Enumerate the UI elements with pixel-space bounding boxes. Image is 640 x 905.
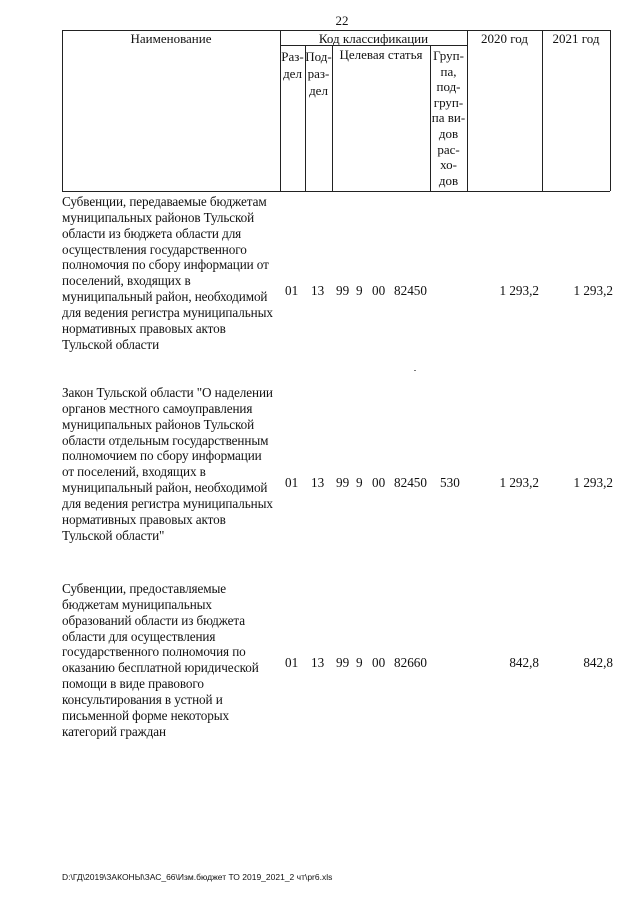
row-name: [62, 581, 280, 739]
row-name-line: бюджетам муниципальных: [62, 596, 212, 612]
row-2021: 842,8: [583, 655, 613, 670]
row-2020: 1 293,2: [499, 475, 539, 490]
header-group-line: па ви-: [431, 110, 466, 126]
row-target-dir: 82450: [394, 283, 427, 298]
row-2021: 1 293,2: [573, 475, 613, 490]
border-subsection: [332, 45, 333, 191]
row-name-line: муниципальных районов Тульской: [62, 416, 255, 432]
row-group: 530: [440, 475, 460, 490]
row-name-line: области для осуществления: [62, 628, 216, 644]
row-name-line: образований области из бюджета: [62, 612, 245, 628]
header-group-line: Груп-: [433, 48, 464, 63]
row-name-line: государственного полномочия по: [62, 644, 246, 660]
row-target-main: 00: [372, 475, 386, 490]
header-subsection-line: раз-: [307, 66, 330, 81]
row-name-line: муниципальных районов Тульской: [62, 209, 255, 225]
row-2020: 1 293,2: [499, 283, 539, 298]
row-2020: 842,8: [509, 655, 539, 670]
row-name-line: консультирования в устной и: [62, 691, 223, 707]
row-subsection: 13: [311, 655, 325, 670]
header-classification-code: Код классификации: [318, 31, 429, 46]
header-group-line: рас-: [437, 141, 460, 157]
row-name-line: Субвенции, предоставляемые: [62, 581, 227, 596]
row-name-line: для ведения регистра муниципальных: [62, 304, 273, 320]
row-target-dir: 82660: [394, 655, 427, 670]
row-target-program: 99: [336, 475, 350, 490]
row-subsection: 13: [311, 475, 325, 490]
row-name-line: области отдельным государственным: [62, 432, 269, 448]
border-2020-2021: [542, 30, 543, 191]
header-subsection-line: дел: [309, 83, 328, 98]
header-group: [430, 48, 467, 188]
row-2021: 1 293,2: [573, 283, 613, 298]
row-subsection: 13: [311, 283, 325, 298]
row-target-sub: 9: [356, 475, 363, 490]
row-name-line: Тульской области": [62, 527, 165, 543]
row-name-line: помощи в виде правового: [62, 676, 204, 692]
row-name-line: Субвенции, передаваемые бюджетам: [62, 194, 267, 209]
row-name: [62, 194, 280, 352]
header-group-line: дов: [438, 125, 459, 141]
header-group-line: хо-: [440, 157, 457, 173]
header-section-line: Раз-: [281, 49, 304, 64]
row-target-dir: 82450: [394, 475, 427, 490]
header-group-line: груп-: [433, 94, 464, 110]
header-name: Наименование: [130, 31, 212, 46]
row-target-program: 99: [336, 283, 350, 298]
border-right: [610, 30, 611, 191]
row-name-line: от поселений, входящих в: [62, 464, 206, 480]
row-target-sub: 9: [356, 283, 363, 298]
row-target-main: 00: [372, 655, 386, 670]
row-name-line: нормативных правовых актов: [62, 511, 226, 527]
scan-speck: [414, 370, 416, 371]
header-section-line: дел: [283, 66, 302, 81]
row-target-sub: 9: [356, 655, 363, 670]
row-target-main: 00: [372, 283, 386, 298]
row-name-line: для ведения регистра муниципальных: [62, 495, 273, 511]
row-name-line: нормативных правовых актов: [62, 320, 226, 336]
row-name-line: письменной форме некоторых: [62, 707, 229, 723]
header-group-line: па,: [440, 63, 457, 79]
footer-file-path: D:\ГД\2019\ЗАКОНЫ\ЗАС_66\Изм.бюджет ТО 2019_2021_2 чт\pr6.xls: [62, 872, 333, 882]
row-name-line: полномочием по сбору информации: [62, 448, 262, 464]
header-2021: 2021 год: [552, 31, 600, 46]
header-subsection: [305, 48, 332, 99]
row-name-line: муниципальный район, необходимой: [62, 289, 268, 305]
header-group-line: дов: [438, 172, 459, 188]
row-target-program: 99: [336, 655, 350, 670]
row-name-line: осуществления государственного: [62, 241, 247, 257]
header-target-item: Целевая статья: [339, 47, 423, 62]
row-name-line: поселений, входящих в: [62, 273, 191, 289]
row-name-line: категорий граждан: [62, 723, 166, 739]
border-left: [62, 30, 63, 191]
row-name-line: оказанию бесплатной юридической: [62, 660, 259, 676]
row-name-line: Закон Тульской области "О наделении: [62, 385, 273, 400]
row-name-line: полномочия по сбору информации от: [62, 257, 269, 273]
row-name-line: области из бюджета области для: [62, 225, 242, 241]
row-name: [62, 385, 280, 543]
header-subsection-line: Под-: [305, 49, 332, 64]
row-name-line: муниципальный район, необходимой: [62, 480, 268, 496]
header-section: [280, 48, 305, 82]
border-code-2020: [467, 30, 468, 191]
row-section: 01: [285, 283, 299, 298]
header-2020: 2020 год: [481, 31, 528, 46]
row-section: 01: [285, 475, 299, 490]
header-bottom-border: [62, 191, 610, 192]
row-name-line: органов местного самоуправления: [62, 400, 253, 416]
page-number: 22: [335, 13, 349, 28]
header-group-line: под-: [436, 79, 461, 95]
row-section: 01: [285, 655, 299, 670]
row-name-line: Тульской области: [62, 336, 160, 352]
